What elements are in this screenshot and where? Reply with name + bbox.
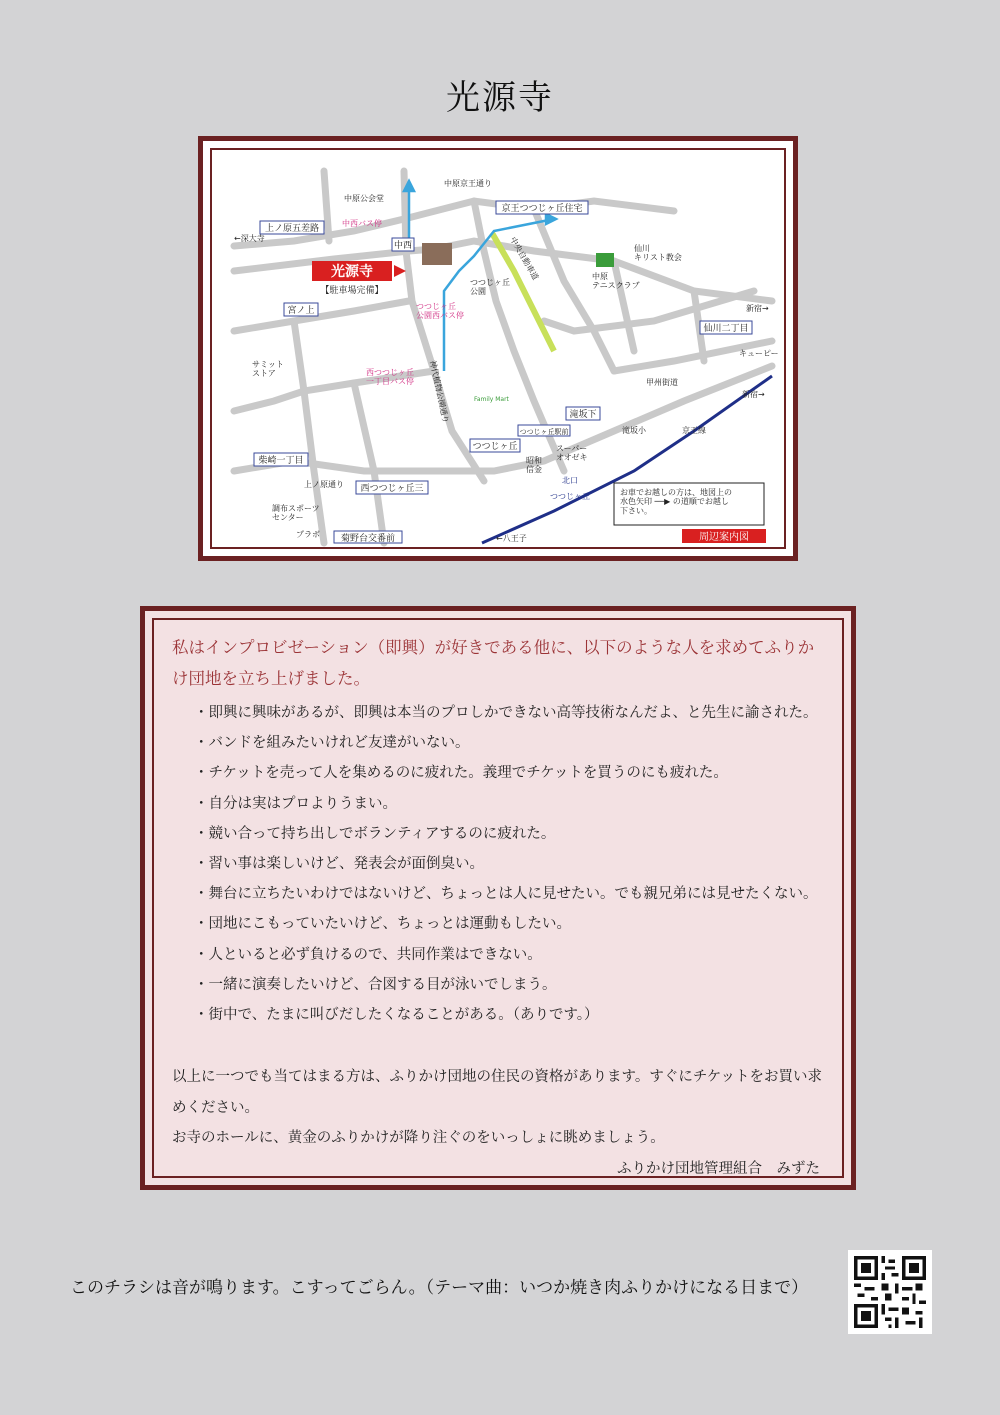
- map-super-ozeki: スーパーオオゼキ: [556, 444, 588, 463]
- map-tsutsujigaoka-station: つつじヶ丘: [550, 492, 590, 501]
- map-kamino-dori: 上ノ原通り: [304, 480, 344, 489]
- map-takisaka-shita: 滝坂下: [569, 410, 597, 420]
- map-parking-label: 【駐車場完備】: [320, 286, 384, 296]
- list-item: ・競い合って持ち出しでボランティアするのに疲れた。: [194, 825, 556, 842]
- map-koshu-kaido: 甲州街道: [646, 378, 678, 387]
- map-sengawa-church: 仙川キリスト教会: [634, 244, 682, 263]
- page-title: 光源寺: [446, 78, 554, 118]
- map-jindai-road: 神代植物公園通り: [428, 359, 451, 425]
- map-temple-label: 光源寺: [331, 264, 373, 280]
- map-takisaka-sho: 滝坂小: [622, 426, 646, 435]
- list-item: ・習い事は楽しいけど、発表会が面倒臭い。: [194, 856, 484, 873]
- map-kitaguchi: 北口: [562, 476, 578, 485]
- map-nakahara-kominkan: 中原公会堂: [344, 194, 384, 203]
- map-nakanishi-stop: 中西バス停: [342, 219, 382, 228]
- map-nakanishi: 中西: [393, 241, 413, 251]
- map-showa-shinkin: 昭和信金: [526, 456, 542, 475]
- map-summit: サミットストア: [252, 360, 284, 379]
- map-shibasaki: 柴崎一丁目: [258, 456, 304, 466]
- map-note: お車でお越しの方は、地図上の水色矢印 ──▶ の道順でお越し下さい。: [620, 488, 732, 516]
- footer-note: このチラシは音が鳴ります。こすってごらん。（テーマ曲：いつか焼き肉ふりかけになる日まで）: [70, 1278, 809, 1298]
- intro-text: 私はインプロビゼーション（即興）が好きである他に、以下のような人を求めてふりかけ団地を立ち上げました。: [172, 638, 815, 688]
- map-jindaiji: ←深大寺: [234, 234, 265, 243]
- map-hachioji: ←八王子: [496, 534, 527, 543]
- map-miyanoue: 宮ノ上: [287, 306, 315, 316]
- map-tsutsujigaoka: つつじヶ丘: [472, 442, 518, 452]
- map-kamino-gosaro: 上ノ原五差路: [264, 224, 320, 234]
- list-item: ・自分は実はプロよりうまい。: [194, 795, 397, 812]
- list-item: ・街中で、たまに叫びだしたくなることがある。（ありです。）: [194, 1007, 599, 1024]
- list-item: ・人といると必ず負けるので、共同作業はできない。: [194, 946, 542, 963]
- map-nishi-3chome: 西つつじヶ丘三: [360, 484, 424, 494]
- map-frame: [198, 136, 798, 561]
- map-keio-line: 京王線: [682, 426, 706, 435]
- qr-code[interactable]: [848, 1250, 932, 1334]
- map-tsutsuji-ekimae: つつじヶ丘駅前: [519, 428, 569, 436]
- closing-paragraph: お寺のホールに、黄金のふりかけが降り注ぐのをいっしょに眺めましょう。: [172, 1130, 665, 1147]
- message-frame: [140, 606, 856, 1190]
- map-chuo-highway: 中央自動車道: [508, 235, 541, 282]
- map-tsutsuji-park: つつじヶ丘公園: [470, 278, 510, 297]
- map-keio-jutaku: 京王つつじヶ丘住宅: [501, 204, 583, 214]
- map-shinjuku-2: 新宿→: [742, 390, 765, 399]
- map-panel: [203, 141, 793, 556]
- signature: ふりかけ団地管理組合 みずた: [617, 1160, 820, 1177]
- map-kikunodai: 菊野台交番前: [340, 534, 396, 544]
- list-item: ・団地にこもっていたいけど、ちょっとは運動もしたい。: [194, 916, 571, 933]
- map-shinjuku-1: 新宿→: [746, 304, 769, 313]
- list-item: ・舞台に立ちたいわけではないけど、ちょっとは人に見せたい。でも親兄弟には見せたくない。: [194, 886, 818, 903]
- map-purabo: プラボ: [296, 530, 320, 539]
- message-panel: [145, 611, 851, 1185]
- closing-paragraph: 以上に一つでも当てはまる方は、ふりかけ団地の住民の資格があります。すぐにチケットをお買い求めください。: [172, 1069, 823, 1116]
- map-family-mart: Family Mart: [474, 396, 509, 403]
- map-kewpie: キューピー: [739, 349, 779, 358]
- map-caption: 周辺案内図: [699, 532, 749, 543]
- area-map: [234, 171, 779, 544]
- map-nishi-1chome-stop: 西つつじヶ丘一丁目バス停: [366, 368, 414, 387]
- closing-text: [172, 1062, 826, 1154]
- list-item: ・一緒に演奏したいけど、合図する目が泳いでしまう。: [194, 976, 557, 993]
- map-chofu-sports: 調布スポーツセンター: [272, 504, 320, 523]
- list-item: ・チケットを売って人を集めるのに疲れた。義理でチケットを買うのにも疲れた。: [194, 765, 728, 782]
- qr-code-icon: [854, 1256, 926, 1328]
- map-nakahara-tennis: 中原テニスクラブ: [592, 272, 640, 291]
- map-tsutsuji-west-stop: つつじヶ丘公園西バス停: [416, 302, 464, 321]
- map-sengawa-2chome: 仙川二丁目: [703, 324, 749, 334]
- map-nakahara-keio: 中原京王通り: [444, 179, 492, 188]
- list-item: ・バンドを組みたいけれど友達がいない。: [194, 735, 470, 752]
- criteria-list: [172, 698, 826, 1030]
- list-item: ・即興に興味があるが、即興は本当のプロしかできない高等技術なんだよ、と先生に諭された。: [194, 705, 818, 721]
